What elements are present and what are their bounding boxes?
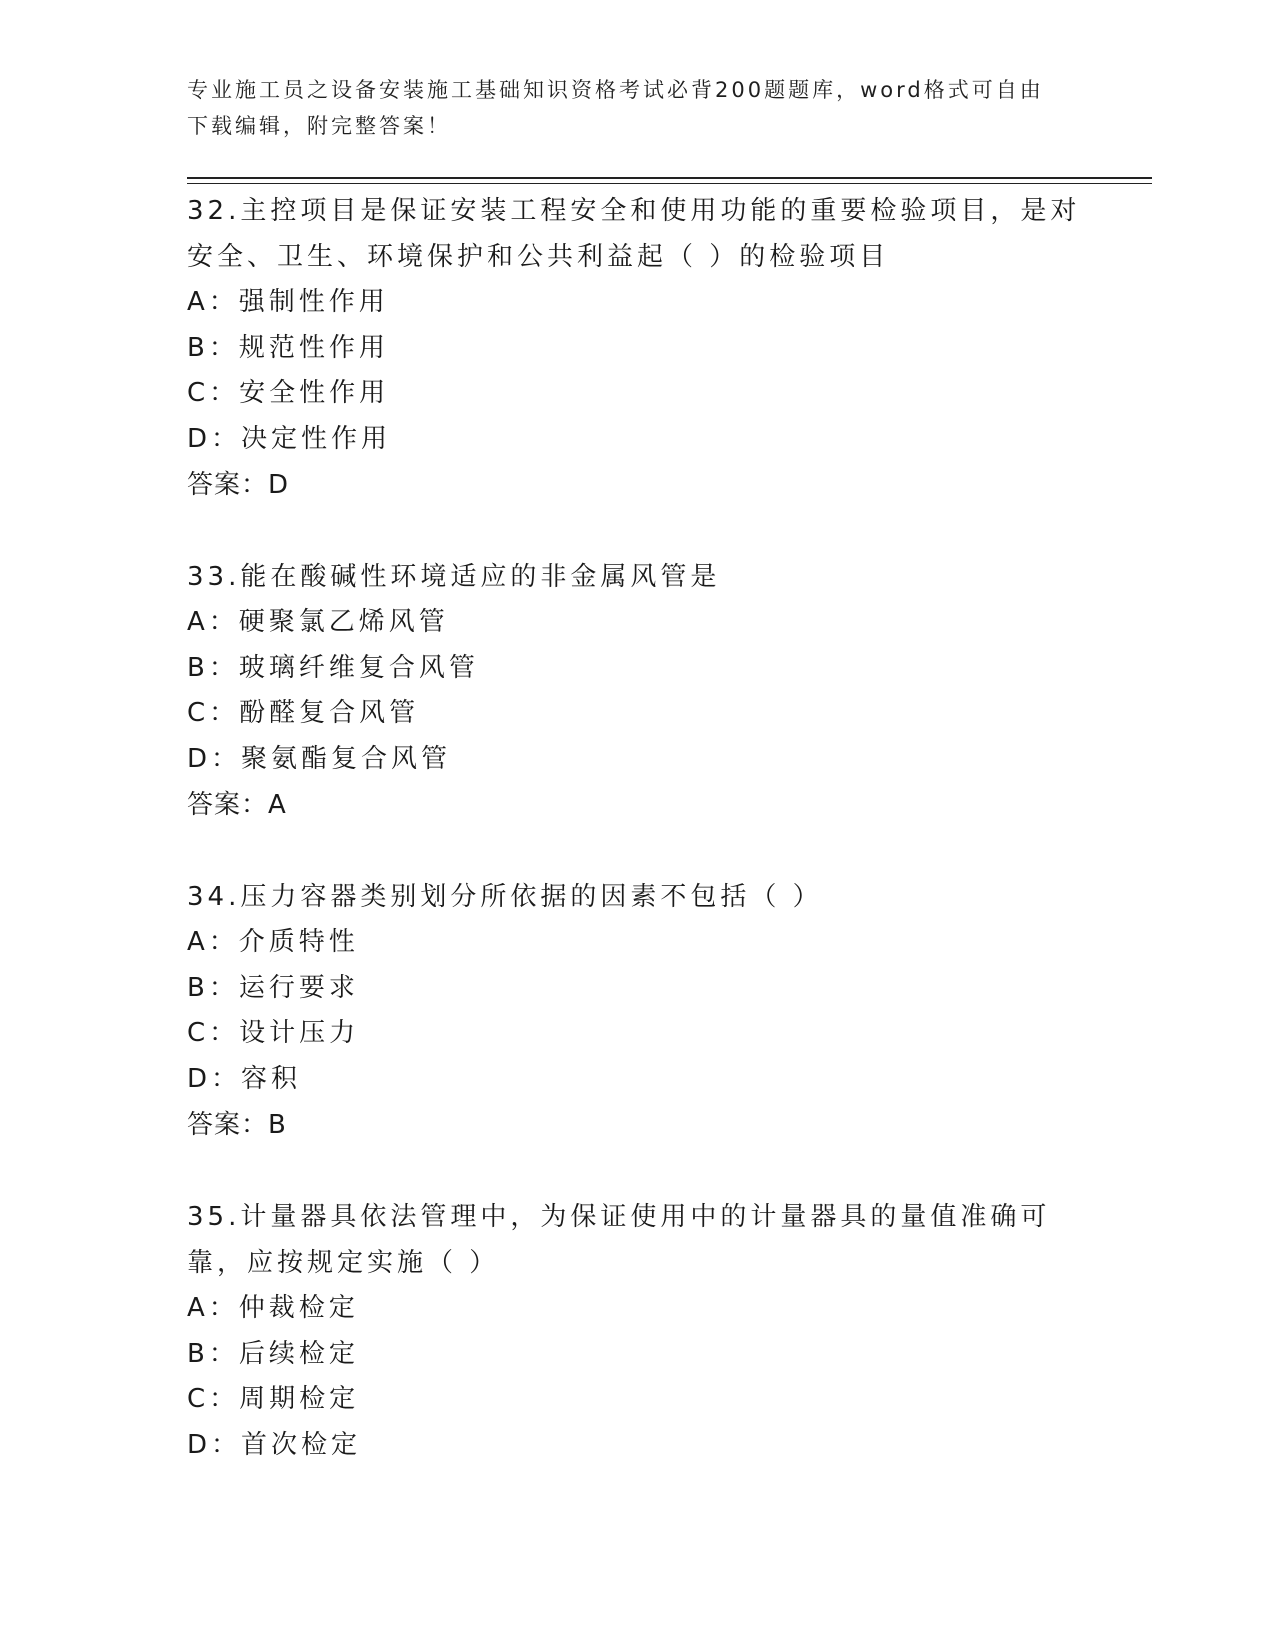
- option-c: C：安全性作用: [187, 378, 390, 408]
- document-header: 专业施工员之设备安装施工基础知识资格考试必背200题题库，word格式可自由下载编辑，附完整答案！: [187, 78, 1044, 138]
- option-a: A：强制性作用: [187, 287, 389, 317]
- option-d: D：首次检定: [187, 1429, 362, 1460]
- question-33: [187, 554, 1087, 828]
- option-a: A：硬聚氯乙烯风管: [187, 607, 449, 637]
- answer: 答案：D: [187, 470, 290, 500]
- question-32: [187, 188, 1087, 508]
- header-divider-thin: [187, 183, 1152, 184]
- option-a: A：介质特性: [187, 927, 359, 957]
- option-d: D：聚氨酯复合风管: [187, 743, 452, 774]
- option-d: D：容积: [187, 1063, 302, 1094]
- answer: 答案：B: [187, 1110, 287, 1140]
- option-b: B：后续检定: [187, 1338, 359, 1369]
- option-c: C：酚醛复合风管: [187, 698, 420, 728]
- option-b: B：玻璃纤维复合风管: [187, 652, 479, 683]
- question-35: [187, 1194, 1087, 1468]
- question-text: 33.能在酸碱性环境适应的非金属风管是: [187, 562, 721, 592]
- header-divider-thick: [187, 177, 1152, 179]
- option-b: B：规范性作用: [187, 332, 389, 363]
- question-text: 32.主控项目是保证安装工程安全和使用功能的重要检验项目，是对安全、卫生、环境保护和公共利益起（ ）的检验项目: [187, 196, 1081, 272]
- option-a: A：仲裁检定: [187, 1293, 359, 1323]
- option-c: C：设计压力: [187, 1018, 360, 1048]
- question-34: [187, 874, 1087, 1148]
- question-text: 35.计量器具依法管理中，为保证使用中的计量器具的量值准确可靠，应按规定实施（ ）: [187, 1202, 1051, 1278]
- option-b: B：运行要求: [187, 972, 359, 1003]
- option-d: D：决定性作用: [187, 423, 392, 454]
- question-text: 34.压力容器类别划分所依据的因素不包括（ ）: [187, 882, 823, 912]
- answer: 答案：A: [187, 790, 287, 820]
- option-c: C：周期检定: [187, 1384, 360, 1414]
- question-list: [187, 188, 1087, 1468]
